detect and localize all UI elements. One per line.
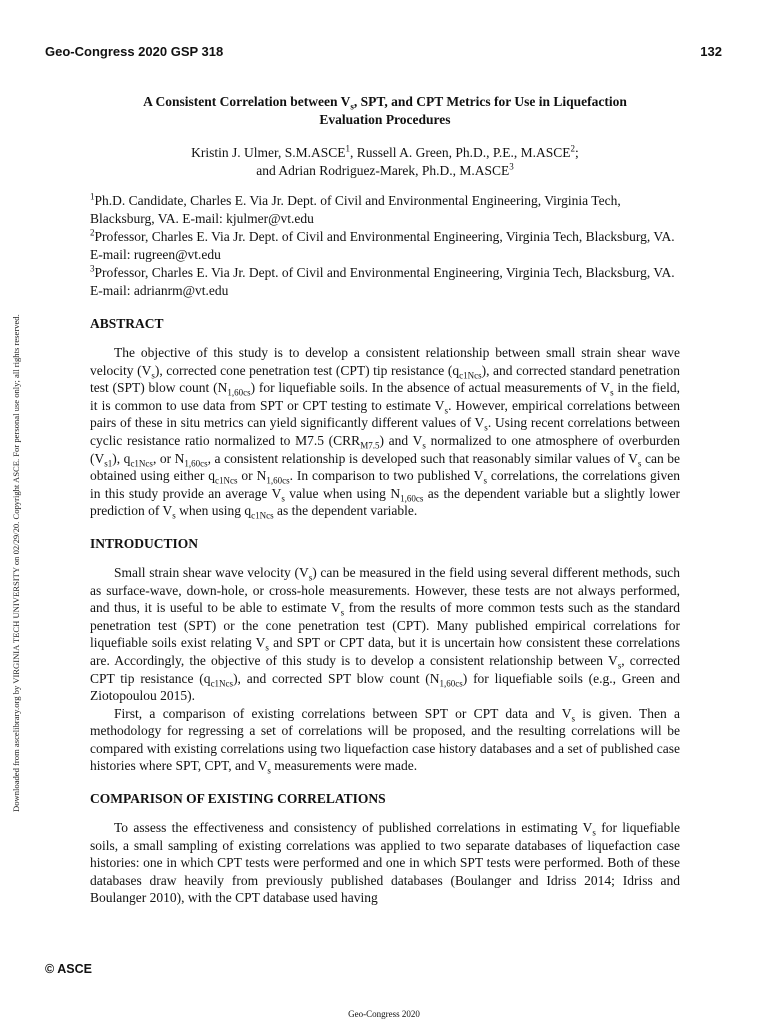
title-text: A Consistent Correlation between V [143,94,351,109]
author: Kristin J. Ulmer, S.M.ASCE [191,145,346,160]
affiliation-num: 1 [90,191,95,202]
author-sup: 2 [570,143,576,154]
conference-footer: Geo-Congress 2020 [348,1009,420,1019]
affiliations [90,192,680,300]
author: , Russell A. Green, Ph.D., P.E., M.ASCE [350,145,571,160]
download-notice: Downloaded from ascelibrary.org by VIRGINIA TECH UNIVERSITY on 02/29/20. Copyright ASCE. For personal use only; all rights reserved. [11,314,21,812]
abstract-paragraph: The objective of this study is to develop a consistent relationship between small strain shear wave velocity $(V_s)$, corrected cone penetration test (CPT) tip resistance $(q_{c1Ncs})$, and corrected standard penetration test (SPT) blow count $(N_{1,60cs})$ for liquefiable soils. In the absence of actual measurements of $V_s$ in the field, it is common to use data from SPT or CPT testing to estimate $V_s$. However, empirical correlations between pairs of these in situ metrics can yield significantly different values of $V_s$. Using recent correlations between cyclic resistance ratio normalized to M7.5 $(CRR_{M7.5})$ and $V_s$ normalized to one atmosphere of overburden $(V_{s1})$, $q_{c1Ncs}$, or $N_{1,60cs}$, a consistent relationship is developed such that reasonably similar values of $V_s$ can be obtained using either $q_{c1Ncs}$ or $N_{1,60cs}$. In comparison to two published $V_s$ correlations, the correlations given in this study provide an average $V_s$ value when using $N_{1,60cs}$ as the dependent variable but a slightly lower prediction of $V_s$ when using $q_{c1Ncs}$ as the dependent variable. [90,345,680,522]
copyright-footer: © ASCE [45,962,92,976]
abstract-heading: ABSTRACT [90,316,164,331]
running-header: Geo-Congress 2020 GSP 318 [45,44,224,59]
author-list [90,144,680,180]
affiliation [90,192,680,228]
comparison-heading: COMPARISON OF EXISTING CORRELATIONS [90,791,386,807]
affiliation-text: Professor, Charles E. Via Jr. Dept. of Civil and Environmental Engineering, Virginia Tech, Blacksburg, VA. E-mail: rugreen@vt.edu [90,229,675,262]
affiliation-num: 3 [90,263,95,274]
title-text: , SPT, and CPT Metrics for Use in Liquefaction [353,94,627,109]
affiliation [90,228,680,264]
author-sup: 1 [345,143,351,154]
paper-title [90,93,680,129]
page-number: 132 [700,44,722,59]
comparison-paragraph: To assess the effectiveness and consistency of published correlations in estimating $V_s$ for liquefiable soils, a small sampling of existing correlations was applied to two separate databases of liquefaction case histories: one in which CPT tests were performed and one in which SPT tests were performed. Both of these databases draw heavily from previously published databases (Boulanger and Idriss 2014; Idriss and Boulanger 2010), with the CPT database used having [90,820,680,906]
affiliation [90,264,680,300]
author: and Adrian Rodriguez-Marek, Ph.D., M.ASCE [256,163,510,178]
introduction-paragraph: Small strain shear wave velocity $(V_s)$ can be measured in the field using several different methods, such as surface-wave, down-hole, or cross-hole measurements. However, these tests are not always performed, and thus, it is useful to be able to estimate $V_s$ from the results of more common tests such as the standard penetration test (SPT) or the cone penetration test (CPT). Many published empirical correlations for liquefiable soils exist relating $V_s$ and SPT or CPT data, but it is uncertain how consistent these correlations are. Accordingly, the objective of this study is to develop a consistent relationship between $V_s$, corrected CPT tip resistance $(q_{c1Ncs})$, and corrected SPT blow count $(N_{1,60cs})$ for liquefiable soils (e.g., Green and Ziotopoulou 2015). [90,564,680,704]
introduction-paragraph: First, a comparison of existing correlations between SPT or CPT data and $V_s$ is given. Then a methodology for regressing a set of correlations will be proposed, and the resulting correlations will be compared with existing correlations using two liquefaction case history databases and a set of published case histories where SPT, CPT, and $V_s$ measurements were made. [90,705,680,777]
affiliation-num: 2 [90,227,95,238]
affiliation-text: Professor, Charles E. Via Jr. Dept. of Civil and Environmental Engineering, Virginia Tech, Blacksburg, VA. E-mail: adrianrm@vt.edu [90,265,675,298]
affiliation-text: Ph.D. Candidate, Charles E. Via Jr. Dept. of Civil and Environmental Engineering, Virginia Tech, Blacksburg, VA. E-mail: kjulmer@vt.edu [90,193,621,226]
author-sup: 3 [509,161,514,172]
page-content [90,93,680,907]
title-text: Evaluation Procedures [319,112,451,127]
author-sep: ; [575,145,579,160]
introduction-heading: INTRODUCTION [90,535,199,551]
title-sub: s [350,101,354,112]
